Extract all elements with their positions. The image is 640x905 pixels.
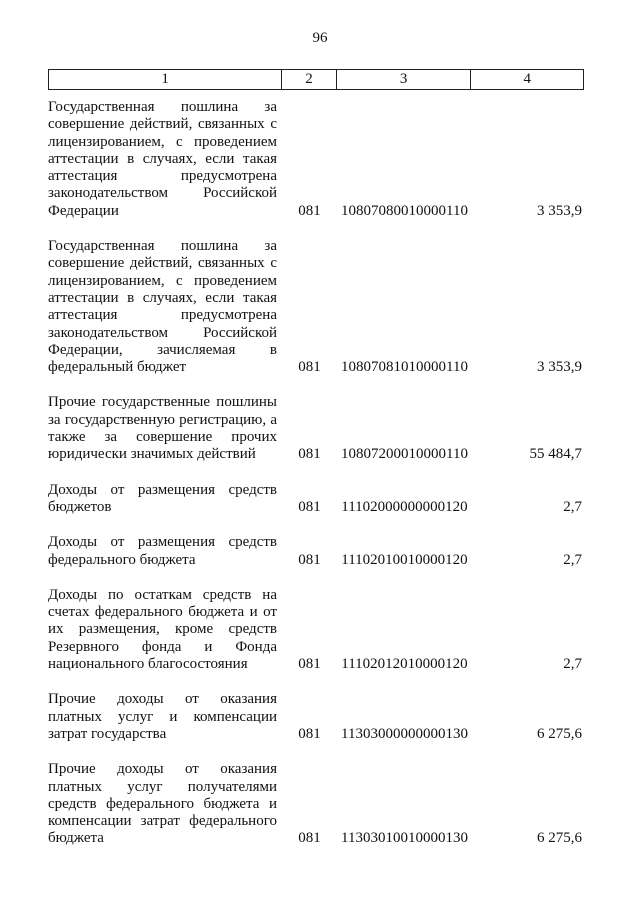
table-row xyxy=(48,482,584,517)
page-number: 96 xyxy=(312,30,328,46)
table-header xyxy=(48,69,584,90)
row-amount: 3 353,9 xyxy=(537,359,582,376)
table-row xyxy=(48,534,584,569)
row-admin-code: 081 xyxy=(298,656,321,673)
row-amount: 2,7 xyxy=(563,656,582,673)
table-row xyxy=(48,238,584,376)
row-admin-code: 081 xyxy=(298,498,321,515)
row-budget-code: 11303000000000130 xyxy=(341,725,468,742)
row-admin-code: 081 xyxy=(298,446,321,463)
header-col-1: 1 xyxy=(49,70,282,89)
table-row xyxy=(48,587,584,673)
row-budget-code: 10807080010000110 xyxy=(341,202,468,219)
row-admin-code: 081 xyxy=(298,725,321,742)
row-amount: 6 275,6 xyxy=(537,830,582,847)
table-row xyxy=(48,99,584,220)
row-description: Прочие государственные пошлины за государственную регистрацию, а также за совершение прочих юридически значимых действий xyxy=(48,394,277,463)
row-description: Прочие доходы от оказания платных услуг получателями средств федерального бюджета и компенсации затрат федерального бюджета xyxy=(48,761,277,847)
row-budget-code: 11102012010000120 xyxy=(341,656,468,673)
row-description: Доходы по остаткам средств на счетах федерального бюджета и от их размещения, кроме средств Резервного фонда и Фонда национального благосостояния xyxy=(48,586,277,673)
row-budget-code: 10807200010000110 xyxy=(341,446,468,463)
table-body xyxy=(48,99,584,866)
table-row xyxy=(48,691,584,743)
row-budget-code: 11102010010000120 xyxy=(341,551,468,568)
row-amount: 2,7 xyxy=(563,498,582,515)
table-row xyxy=(48,394,584,463)
table-row xyxy=(48,761,584,847)
header-col-2: 2 xyxy=(282,70,337,89)
header-col-3: 3 xyxy=(337,70,472,89)
row-budget-code: 11102000000000120 xyxy=(341,498,468,515)
row-budget-code: 10807081010000110 xyxy=(341,359,468,376)
row-amount: 2,7 xyxy=(563,551,582,568)
row-description: Государственная пошлина за совершение действий, связанных с лицензированием, с проведением аттестации в случаях, если такая аттестация предусмотрена законодательством Российской Федерации, зачисляемая в федеральный бюджет xyxy=(48,238,277,376)
row-admin-code: 081 xyxy=(298,359,321,376)
row-amount: 55 484,7 xyxy=(529,446,582,463)
header-col-4: 4 xyxy=(523,71,531,87)
row-description: Доходы от размещения средств федерального бюджета xyxy=(48,534,277,568)
row-description: Прочие доходы от оказания платных услуг и компенсации затрат государства xyxy=(48,691,277,742)
row-admin-code: 081 xyxy=(298,830,321,847)
row-amount: 3 353,9 xyxy=(537,202,582,219)
row-admin-code: 081 xyxy=(298,202,321,219)
row-description: Государственная пошлина за совершение действий, связанных с лицензированием, с проведением аттестации в случаях, если такая аттестация предусмотрена законодательством Российской Федерации xyxy=(48,99,277,219)
row-admin-code: 081 xyxy=(298,551,321,568)
row-amount: 6 275,6 xyxy=(537,725,582,742)
row-budget-code: 11303010010000130 xyxy=(341,830,468,847)
row-description: Доходы от размещения средств бюджетов xyxy=(48,481,277,515)
